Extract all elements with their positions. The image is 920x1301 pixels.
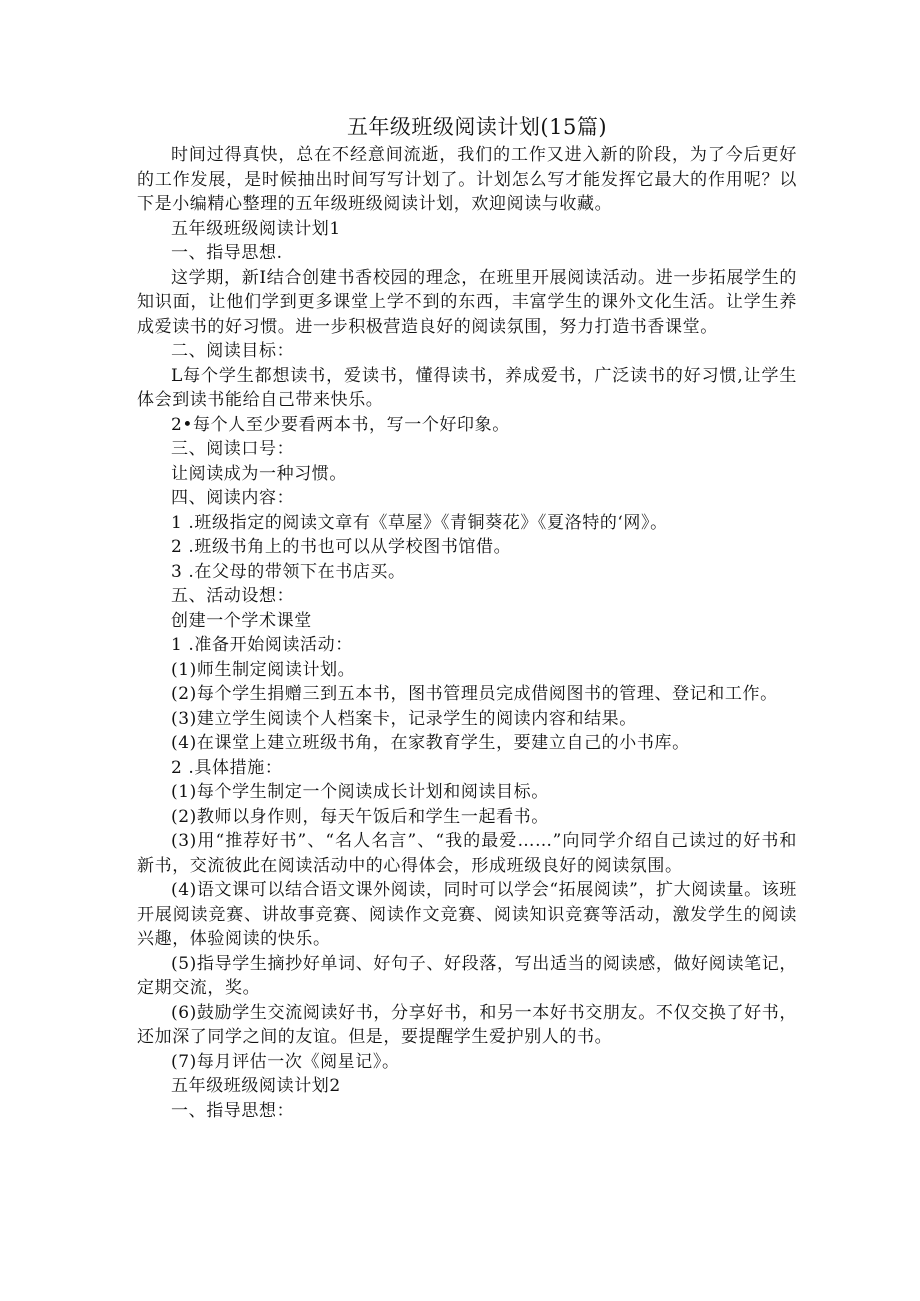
- heading-activity-ideas: 五、活动设想：: [171, 586, 295, 606]
- heading-reading-goals: 二、阅读目标：: [171, 341, 295, 361]
- content-item-2: 2 .班级书角上的书也可以从学校图书馆借。: [171, 537, 512, 557]
- step-2-item-2: (2)教师以身作则，每天午饭后和学生一起看书。: [171, 806, 549, 827]
- heading-guiding-thought-2: 一、指导思想：: [171, 1100, 295, 1121]
- activity-subheading: 创建一个学术课堂: [171, 610, 312, 631]
- goal-item-2: 2•每个人至少要看两本书，写一个好印象。: [171, 414, 510, 435]
- heading-reading-slogan: 三、阅读口号：: [171, 439, 295, 459]
- content-item-1: 1 .班级指定的阅读文章有《草屋》《青铜葵花》《夏洛特的‘网》。: [171, 512, 668, 533]
- activity-step-2: 2 .具体措施：: [171, 757, 283, 778]
- activity-step-1: 1 .准备开始阅读活动：: [171, 635, 353, 655]
- step-2-item-7: (7)每月评估一次《阅星记》。: [171, 1051, 400, 1072]
- document-title: 五年级班级阅读计划(15篇): [346, 115, 608, 139]
- step-1-item-2: (2)每个学生捐赠三到五本书，图书管理员完成借阅图书的管理、登记和工作。: [171, 684, 778, 704]
- content-item-3: 3 .在父母的带领下在书店买。: [171, 561, 406, 582]
- step-2-item-4: (4)语文课可以结合语文课外阅读，同时可以学会“拓展阅读”，扩大阅读量。该班开展阅读竞赛、讲故事竞赛、阅读作文竞赛、阅读知识竞赛等活动，激发学生的阅读兴趣，体验阅读的快乐。: [137, 880, 797, 949]
- step-2-item-1: (1)每个学生制定一个阅读成长计划和阅读目标。: [171, 782, 549, 802]
- heading-guiding-thought: 一、指导思想.: [171, 243, 283, 263]
- intro-paragraph: 时间过得真快，总在不经意间流逝，我们的工作又进入新的阶段，为了今后更好的工作发展，是时候抽出时间写写计划了。计划怎么写才能发挥它最大的作用呢？以下是小编精心整理的五年级班级阅读计划，欢迎阅读与收藏。: [137, 145, 797, 214]
- step-1-item-1: (1)师生制定阅读计划。: [171, 659, 356, 680]
- section-heading-plan-2: 五年级班级阅读计划2: [171, 1076, 341, 1096]
- step-2-item-5: (5)指导学生摘抄好单词、好句子、好段落，写出适当的阅读感，做好阅读笔记，定期交流，奖。: [137, 953, 797, 998]
- section-heading-plan-1: 五年级班级阅读计划1: [171, 218, 341, 239]
- step-1-item-4: (4)在课堂上建立班级书角，在家教育学生，要建立自己的小书库。: [171, 733, 690, 753]
- step-2-item-3: (3)用“推荐好书”、“名人名言”、“我的最爱……”向同学介绍自己读过的好书和新书，交流彼此在阅读活动中的心得体会，形成班级良好的阅读氛围。: [137, 831, 797, 876]
- goal-item-1: L每个学生都想读书，爱读书，懂得读书，养成爱书，广泛读书的好习惯,让学生体会到读书能给自己带来快乐。: [137, 365, 797, 410]
- paragraph-guiding-thought: 这学期，新I结合创建书香校园的理念，在班里开展阅读活动。进一步拓展学生的知识面，让他们学到更多课堂上学不到的东西，丰富学生的课外文化生活。让学生养成爱读书的好习惯。进一步积极营造良好的阅读氛围，努力打造书香课堂。: [137, 267, 797, 337]
- step-1-item-3: (3)建立学生阅读个人档案卡，记录学生的阅读内容和结果。: [171, 708, 637, 729]
- reading-slogan: 让阅读成为一种习惯。: [171, 463, 347, 484]
- step-2-item-6: (6)鼓励学生交流阅读好书，分享好书，和另一本好书交朋友。不仅交换了好书，还加深了同学之间的友谊。但是，要提醒学生爱护别人的书。: [137, 1002, 797, 1047]
- heading-reading-content: 四、阅读内容：: [171, 488, 295, 508]
- document-page: [137, 112, 797, 1123]
